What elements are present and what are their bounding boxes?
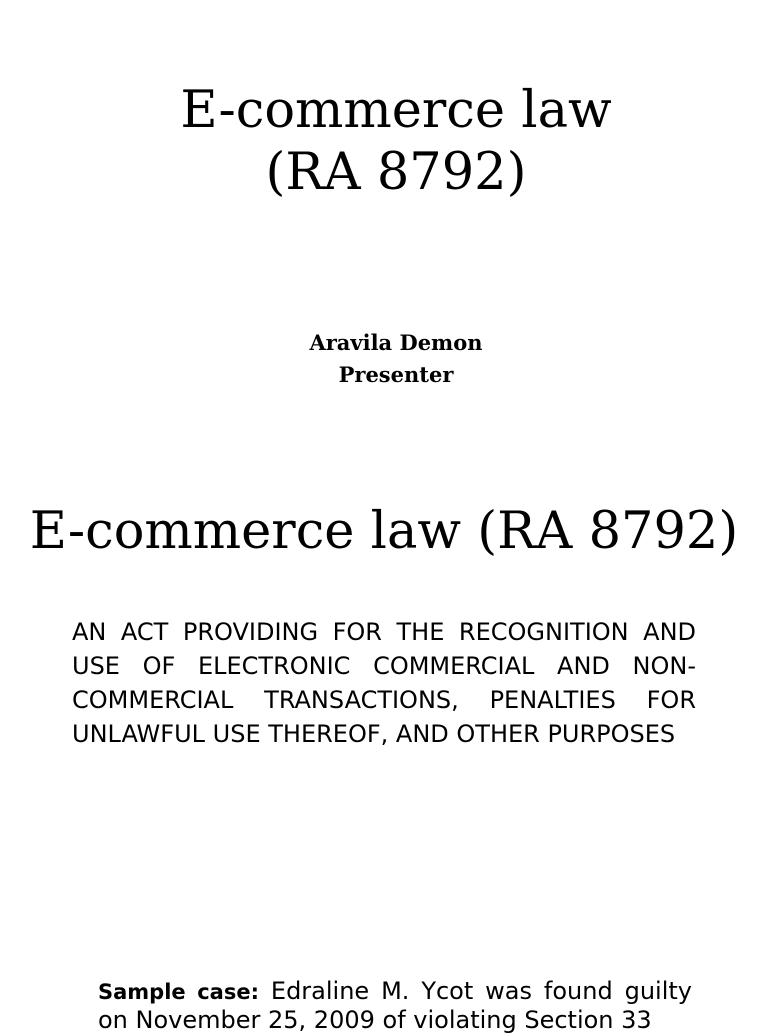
sample-case-label: Sample case: bbox=[98, 980, 259, 1004]
slide-title-line-2: (RA 8792) bbox=[265, 143, 527, 202]
sample-case-paragraph bbox=[98, 977, 692, 1034]
sample-case-text: Edraline M. Ycot was found guilty on November 25, 2009 of violating Section 33 bbox=[98, 977, 692, 1034]
presenter-name: Aravila Demon bbox=[309, 330, 483, 355]
presenter-role: Presenter bbox=[338, 362, 454, 387]
slide-title-line-1: E-commerce law bbox=[180, 81, 612, 140]
section-title: E-commerce law (RA 8792) bbox=[29, 502, 739, 561]
act-description: AN ACT PROVIDING FOR THE RECOGNITION AND USE OF ELECTRONIC COMMERCIAL AND NON-COMMERCIAL TRANSACTIONS, PENALTIES FOR UNLAWFUL USE THEREOF, AND OTHER PURPOSES bbox=[72, 618, 696, 748]
